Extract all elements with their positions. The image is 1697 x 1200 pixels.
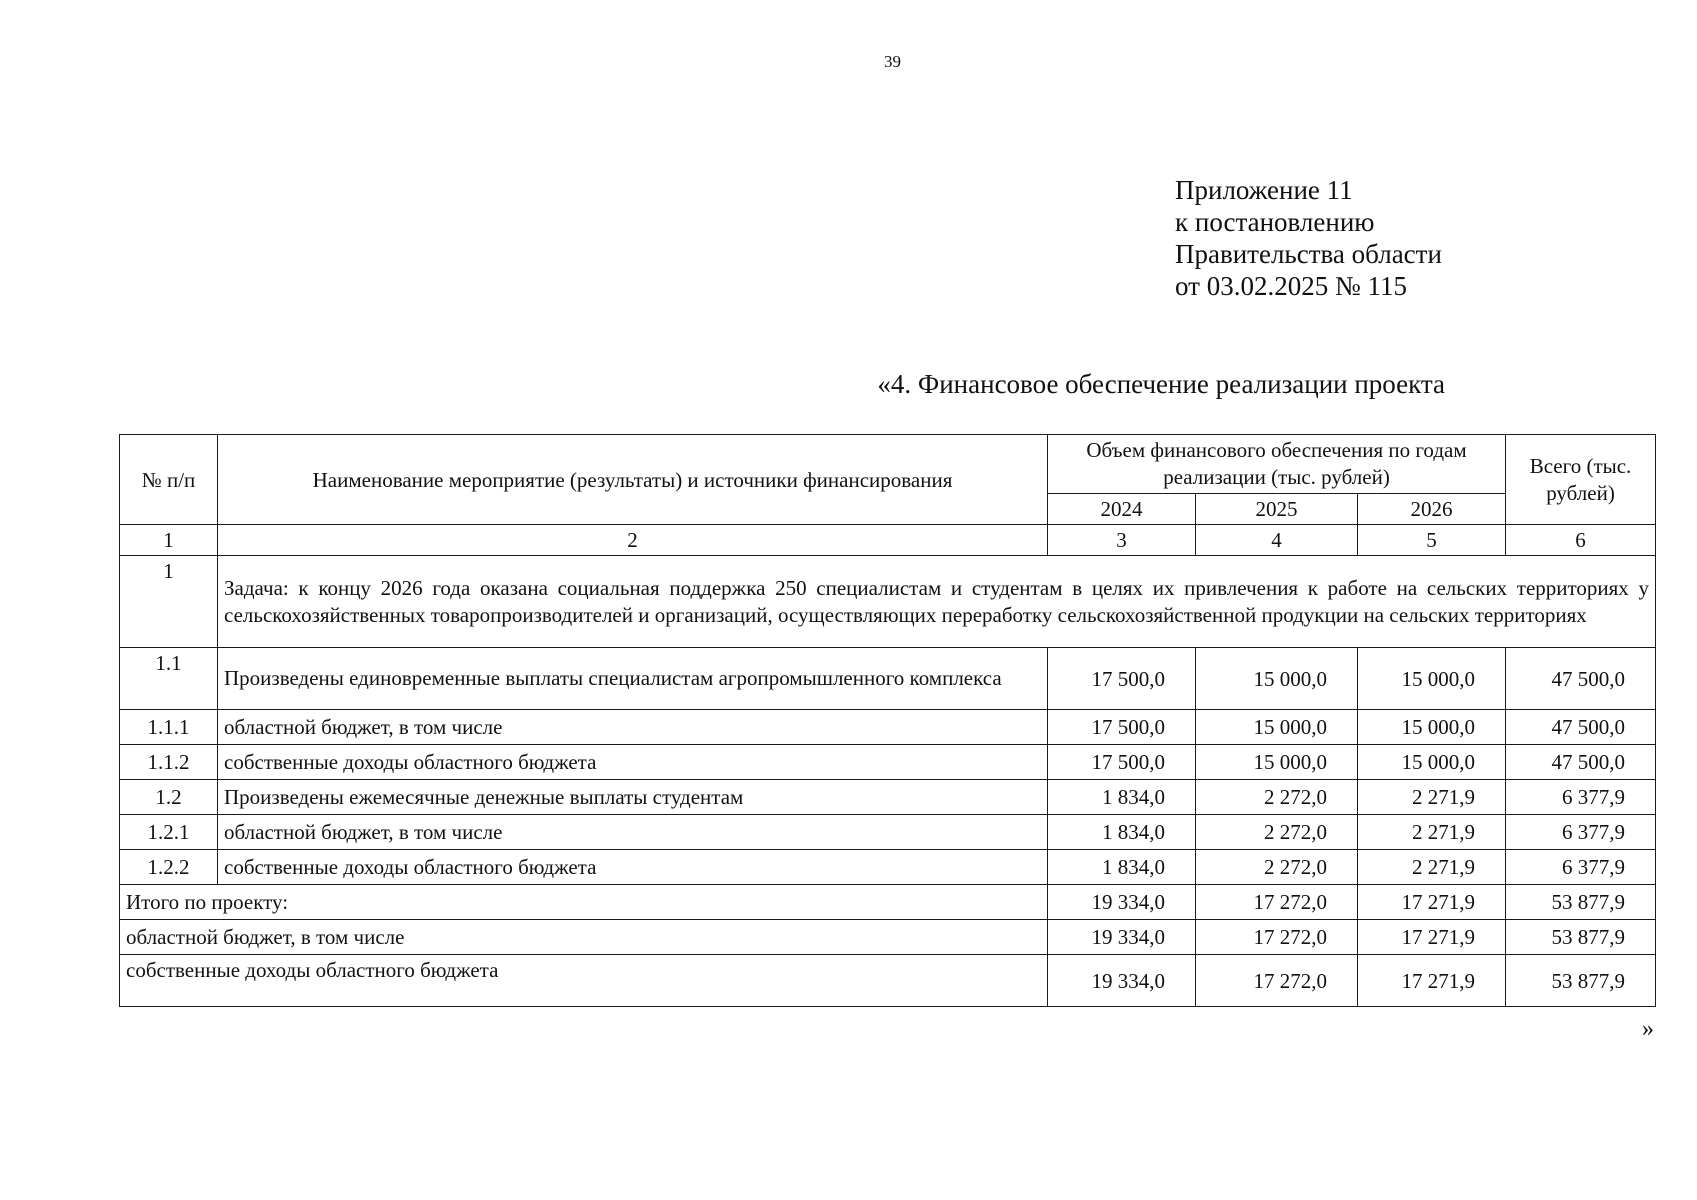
row-value-2026: 15 000,0 [1358,745,1506,780]
row-value-2025: 2 272,0 [1196,850,1358,885]
section-title: «4. Финансовое обеспечение реализации проекта [877,369,1445,399]
row-value-2026: 15 000,0 [1358,648,1506,710]
financing-table [119,434,1656,1007]
row-value-2025: 15 000,0 [1196,745,1358,780]
row-value-2024: 1 834,0 [1048,815,1196,850]
row-total: 6 377,9 [1506,850,1656,885]
total-value-2024: 19 334,0 [1048,955,1196,1007]
row-value-2025: 15 000,0 [1196,710,1358,745]
row-total: 47 500,0 [1506,745,1656,780]
total-value-2025: 17 272,0 [1196,920,1358,955]
header-year: 2024 [1048,494,1196,525]
appendix-line: Правительства области [1175,239,1442,269]
column-number: 4 [1196,525,1358,556]
header-name: Наименование мероприятие (результаты) и источники финансирования [218,435,1048,525]
table-header-row [120,435,1656,494]
row-num: 1.2.2 [120,850,218,885]
table-row [120,815,1656,850]
row-value-2026: 2 271,9 [1358,850,1506,885]
total-value-2025: 17 272,0 [1196,955,1358,1007]
total-row [120,885,1656,920]
row-name: областной бюджет, в том числе [218,815,1048,850]
header-num: № п/п [120,435,218,525]
row-value-2025: 2 272,0 [1196,815,1358,850]
task-row [120,556,1656,648]
header-year: 2026 [1358,494,1506,525]
total-sum: 53 877,9 [1506,920,1656,955]
header-volume: Объем финансового обеспечения по годам реализации (тыс. рублей) [1048,435,1506,494]
row-num: 1.1.1 [120,710,218,745]
total-value-2025: 17 272,0 [1196,885,1358,920]
total-name: Итого по проекту: [120,885,1048,920]
appendix-line: к постановлению [1175,207,1375,237]
row-value-2024: 1 834,0 [1048,780,1196,815]
total-value-2024: 19 334,0 [1048,885,1196,920]
row-total: 6 377,9 [1506,780,1656,815]
column-number: 6 [1506,525,1656,556]
table-row [120,780,1656,815]
total-row [120,955,1656,1007]
column-number: 5 [1358,525,1506,556]
row-name: Произведены ежемесячные денежные выплаты студентам [218,780,1048,815]
row-name: Произведены единовременные выплаты специалистам агропромышленного комплекса [218,648,1048,710]
table-row [120,710,1656,745]
appendix-line: Приложение 11 [1175,175,1353,205]
row-value-2024: 17 500,0 [1048,745,1196,780]
total-value-2026: 17 271,9 [1358,885,1506,920]
table-row [120,648,1656,710]
row-value-2024: 1 834,0 [1048,850,1196,885]
total-row [120,920,1656,955]
row-value-2025: 15 000,0 [1196,648,1358,710]
total-value-2026: 17 271,9 [1358,920,1506,955]
row-num: 1.1 [120,648,218,710]
row-value-2024: 17 500,0 [1048,710,1196,745]
row-name: областной бюджет, в том числе [218,710,1048,745]
total-value-2024: 19 334,0 [1048,920,1196,955]
total-name: собственные доходы областного бюджета [120,955,1048,1007]
row-value-2026: 2 271,9 [1358,815,1506,850]
row-total: 6 377,9 [1506,815,1656,850]
row-name: собственные доходы областного бюджета [218,745,1048,780]
appendix-line: от 03.02.2025 № 115 [1175,271,1407,301]
column-number: 1 [120,525,218,556]
row-value-2025: 2 272,0 [1196,780,1358,815]
row-value-2024: 17 500,0 [1048,648,1196,710]
column-number: 2 [218,525,1048,556]
table-row [120,850,1656,885]
task-text: Задача: к концу 2026 года оказана социальная поддержка 250 специалистам и студентам в целях их привлечения к работе на сельских территориях у сельскохозяйственных товаропроизводителей и организаций, осуществляющих переработку сельскохозяйственной продукции на сельских территориях [218,556,1656,648]
row-total: 47 500,0 [1506,710,1656,745]
header-year: 2025 [1196,494,1358,525]
row-num: 1.2.1 [120,815,218,850]
closing-quote: » [1642,1016,1654,1042]
total-sum: 53 877,9 [1506,885,1656,920]
header-total: Всего (тыс. рублей) [1506,435,1656,525]
row-name: собственные доходы областного бюджета [218,850,1048,885]
total-value-2026: 17 271,9 [1358,955,1506,1007]
total-sum: 53 877,9 [1506,955,1656,1007]
row-total: 47 500,0 [1506,648,1656,710]
row-value-2026: 15 000,0 [1358,710,1506,745]
appendix-reference [1175,174,1442,302]
column-number: 3 [1048,525,1196,556]
row-num: 1.1.2 [120,745,218,780]
total-name: областной бюджет, в том числе [120,920,1048,955]
column-numbers-row [120,525,1656,556]
page-number: 39 [884,52,901,71]
task-num: 1 [120,556,218,648]
row-value-2026: 2 271,9 [1358,780,1506,815]
table-row [120,745,1656,780]
row-num: 1.2 [120,780,218,815]
